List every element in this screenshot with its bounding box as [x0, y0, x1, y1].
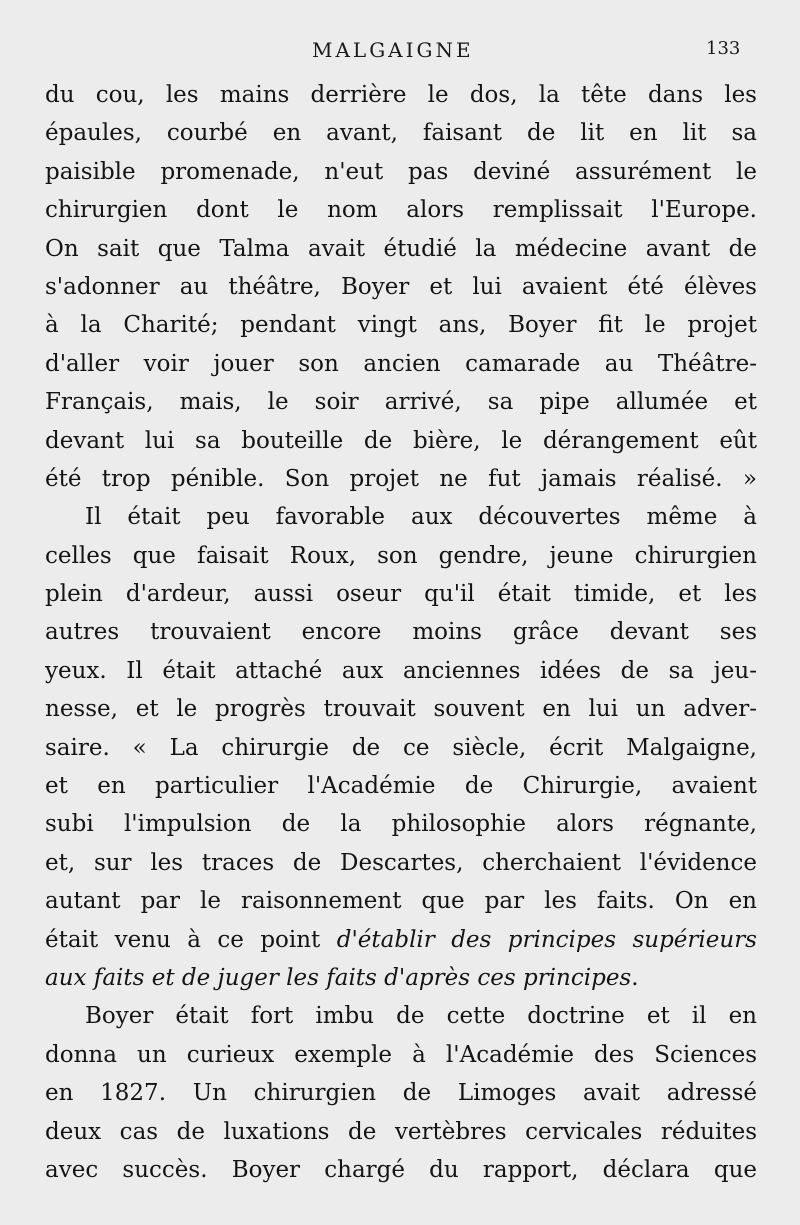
text-line: saire. « La chirurgie de ce siècle, écrit Malgaigne,	[45, 734, 757, 761]
text-line: avec succès. Boyer chargé du rapport, déclara que	[45, 1156, 757, 1183]
text-line: yeux. Il était attaché aux anciennes idées de sa jeu-	[45, 657, 757, 684]
text-line: plein d'ardeur, aussi oseur qu'il était timide, et les	[45, 581, 757, 608]
italic-text: d'établir des principes supérieurs	[336, 926, 757, 953]
text-line: en 1827. Un chirurgien de Limoges avait adressé	[45, 1080, 757, 1107]
text-line: et en particulier l'Académie de Chirurgie, avaient	[45, 773, 757, 800]
text-line: s'adonner au théâtre, Boyer et lui avaient été élèves	[45, 273, 757, 300]
paragraph-start-line: Boyer était fort imbu de cette doctrine et il en	[85, 1003, 757, 1030]
text-line: chirurgien dont le nom alors remplissait l'Europe.	[45, 197, 757, 224]
text-line: paisible promenade, n'eut pas deviné assurément le	[45, 158, 757, 185]
text-line: autres trouvaient encore moins grâce devant ses	[45, 619, 757, 646]
page-number: 133	[706, 38, 741, 59]
text-line: autant par le raisonnement que par les faits. On en	[45, 888, 757, 915]
text-line: été trop pénible. Son projet ne fut jamais réalisé. »	[45, 465, 757, 492]
text-line: à la Charité; pendant vingt ans, Boyer fit le projet	[45, 312, 757, 339]
text-line	[45, 921, 757, 959]
text-line: subi l'impulsion de la philosophie alors régnante,	[45, 811, 757, 838]
body-text	[45, 76, 757, 1189]
paragraph-start-line: Il était peu favorable aux découvertes même à	[85, 504, 757, 531]
text-line	[45, 959, 757, 997]
text-line: du cou, les mains derrière le dos, la tête dans les	[45, 82, 757, 108]
text-line: On sait que Talma avait étudié la médecine avant de	[45, 235, 757, 262]
italic-text: aux faits et de juger les faits d'après ces principes	[45, 964, 632, 991]
text-line: nesse, et le progrès trouvait souvent en lui un adver-	[45, 696, 757, 723]
text-line: deux cas de luxations de vertèbres cervicales réduites	[45, 1118, 757, 1145]
running-title: MALGAIGNE	[312, 38, 474, 62]
roman-text: était venu à ce point	[45, 926, 337, 953]
text-line: et, sur les traces de Descartes, cherchaient l'évidence	[45, 849, 757, 876]
text-line: épaules, courbé en avant, faisant de lit en lit sa	[45, 120, 757, 147]
text-line: donna un curieux exemple à l'Académie des Sciences	[45, 1041, 757, 1068]
text-line: celles que faisait Roux, son gendre, jeune chirurgien	[45, 542, 757, 569]
running-head	[0, 38, 800, 68]
roman-text: .	[631, 964, 639, 991]
text-line: Français, mais, le soir arrivé, sa pipe allumée et	[45, 389, 757, 416]
text-line: d'aller voir jouer son ancien camarade au Théâtre-	[45, 350, 757, 377]
text-line: devant lui sa bouteille de bière, le dérangement eût	[45, 427, 757, 454]
